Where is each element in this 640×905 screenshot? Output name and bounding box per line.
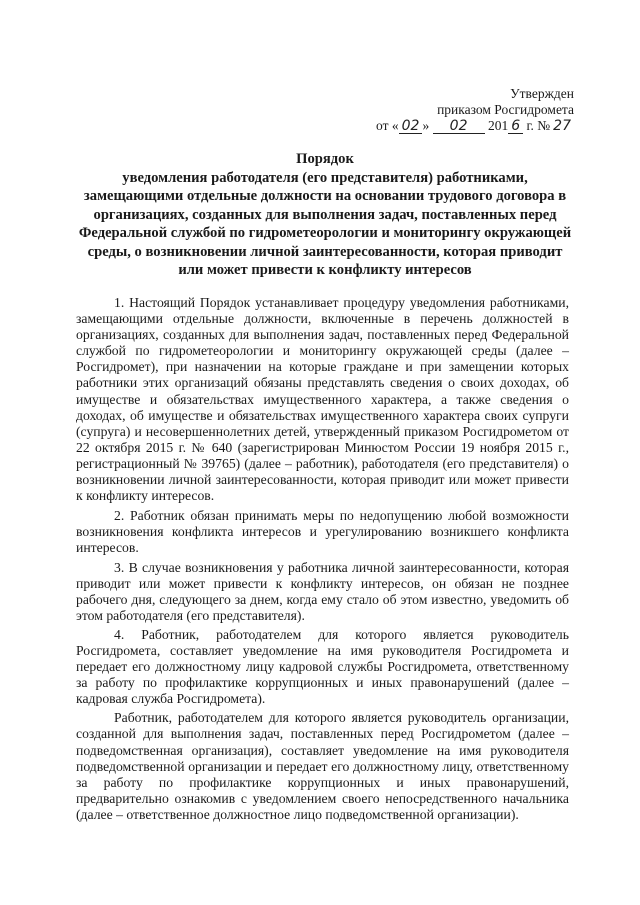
- handwritten-year-digit: 6: [508, 119, 523, 134]
- handwritten-month: 02: [433, 119, 485, 134]
- paragraph-3: 3. В случае возникновения у работника личной заинтересованности, которая приводит или может привести к конфликту интересов, он обязан не позднее рабочего дня, следующего за днем, когда ему стало об этом известно, уведомить об этом работодателя (его представителя).: [76, 559, 569, 623]
- title-line: Федеральной службой по гидрометеорологии и мониторингу окружающей: [78, 225, 572, 241]
- date-prefix: от «: [376, 118, 399, 133]
- handwritten-day: 02: [399, 119, 423, 134]
- year-prefix: 201: [487, 118, 509, 133]
- document-title: [70, 150, 580, 280]
- title-heading: Порядок: [296, 151, 354, 167]
- approval-order-label: приказом Росгидромета: [437, 102, 574, 117]
- approval-label: Утвержден: [510, 86, 574, 101]
- paragraph-4: 4. Работник, работодателем для которого является руководитель Росгидромета, составляет уведомление на имя руководителя Росгидромета и передает его должностному лицу кадровой службы Росгидромета, ответственному за работу по профилактике коррупционных и иных правонарушений (далее – кадровая служба Росгидромета).: [76, 626, 569, 707]
- approval-date-line: [376, 118, 574, 134]
- document-body: [76, 295, 569, 826]
- number-prefix: г. №: [523, 118, 551, 133]
- paragraph-4-continued: Работник, работодателем для которого является руководитель организации, созданной для выполнения задач, поставленных перед Росгидрометом (далее – подведомственная организация), составляет уведомление на имя руководителя подведомственной организации и передает его должностному лицу, ответственному за работу по профилактике коррупционных и иных правонарушений, предварительно ознакомив с уведомлением своего непосредственного начальника (далее – ответственное должностное лицо подведомственной организации).: [76, 710, 569, 822]
- handwritten-order-number: 27: [553, 118, 571, 134]
- paragraph-2: 2. Работник обязан принимать меры по недопущению любой возможности возникновения конфликта интересов и урегулированию возникшего конфликта интересов.: [76, 508, 569, 556]
- title-line: среды, о возникновении личной заинтересованности, которая приводит: [87, 243, 563, 260]
- title-line: или может привести к конфликту интересов: [178, 262, 472, 278]
- title-line: организациях, созданных для выполнения задач, поставленных перед: [93, 206, 557, 223]
- title-line: уведомления работодателя (его представителя) работниками,: [122, 169, 528, 186]
- title-line: замещающими отдельные должности на основании трудового договора в: [83, 188, 567, 204]
- date-mid: »: [422, 118, 430, 133]
- paragraph-1: 1. Настоящий Порядок устанавливает процедуру уведомления работниками, замещающими отдельные должности, включенные в перечень должностей в организациях, созданных для выполнения задач, поставленных перед Федеральной службой по гидрометеорологии и мониторингу окружающей среды (далее – Росгидромет), при назначении на которые граждане и при замещении которых работники этих организаций обязаны представлять сведения о своих доходах, об имуществе и обязательствах имущественного характера, а также сведения о доходах, об имуществе и обязательствах имущественного характера своих супруги (супруга) и несовершеннолетних детей, утвержденный приказом Росгидрометом от 22 октября 2015 г. № 640 (зарегистрирован Минюстом России 19 ноября 2015 г., регистрационный № 39765) (далее – работник), работодателя (его представителя) о возникновении личной заинтересованности, которая приводит или может привести к конфликту интересов.: [76, 295, 569, 504]
- approval-stamp: [376, 86, 574, 134]
